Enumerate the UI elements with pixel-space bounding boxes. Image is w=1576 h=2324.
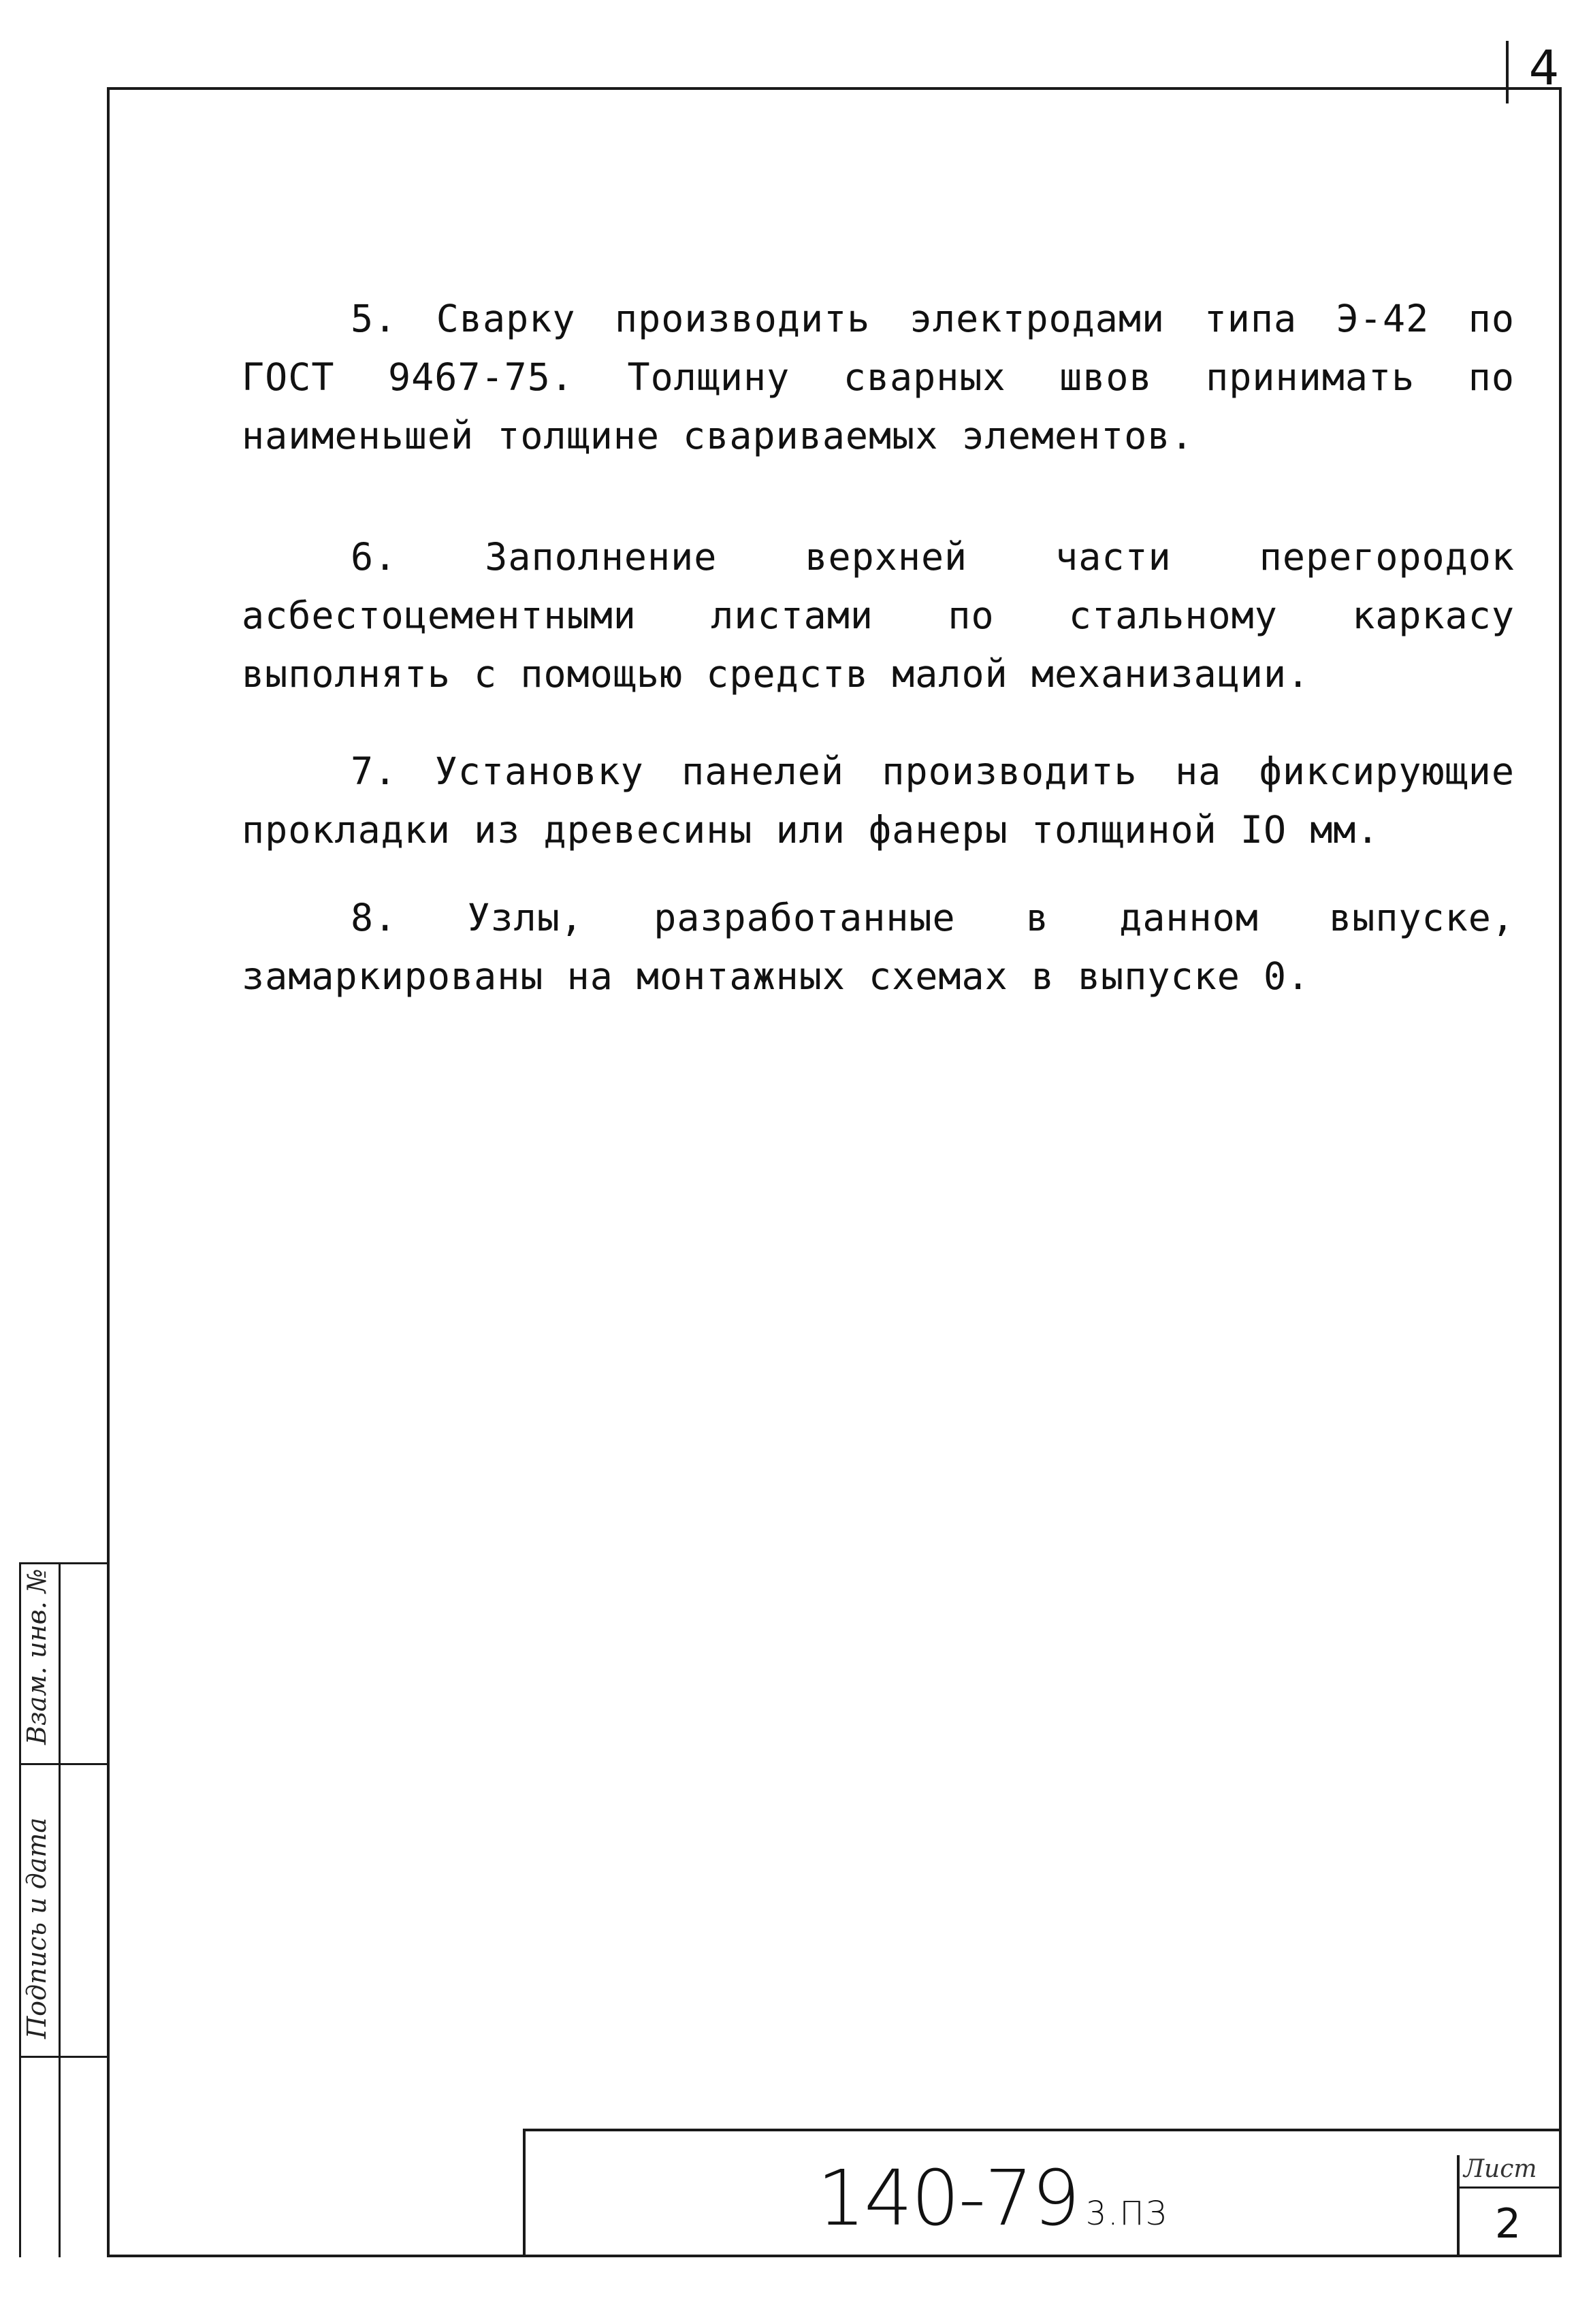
strip-label-signature-date: Подпись и дата — [22, 1817, 52, 2039]
page-number-top: 4 — [1528, 40, 1560, 96]
strip-label-replaced-inventory: Взам. инв. № — [22, 1568, 52, 1745]
page-number-divider — [1506, 41, 1509, 103]
note-5: 5. Сварку производить электродами типа Э-42 по ГОСТ 9467-75. Толщину сварных швов принимать по наименьшей толщине свариваемых элементов. — [242, 297, 1515, 457]
binding-strip-inner-line — [59, 1562, 61, 2257]
document-code-number: 140-79 — [817, 2154, 1079, 2243]
document-code-suffix: 3.ПЗ — [1085, 2195, 1168, 2233]
binding-strip-rule — [19, 1763, 107, 1765]
note-6: 6. Заполнение верхней части перегородок асбестоцементными листами по стальному каркасу выполнять с помощью средств малой механизации. — [242, 535, 1515, 696]
document-code — [817, 2151, 1362, 2246]
note-7: 7. Установку панелей производить на фиксирующие прокладки из древесины или фанеры толщиной IO мм. — [242, 749, 1515, 852]
note-8: 8. Узлы, разработанные в данном выпуске, замаркированы на монтажных схемах в выпуске 0. — [242, 896, 1515, 998]
sheet-box-divider — [1457, 2186, 1562, 2189]
binding-strip — [19, 1562, 107, 2257]
sheet-label: Лист — [1464, 2155, 1537, 2183]
binding-strip-rule — [19, 1562, 107, 1564]
sheet-number: 2 — [1494, 2200, 1522, 2248]
binding-strip-rule — [19, 2056, 107, 2058]
